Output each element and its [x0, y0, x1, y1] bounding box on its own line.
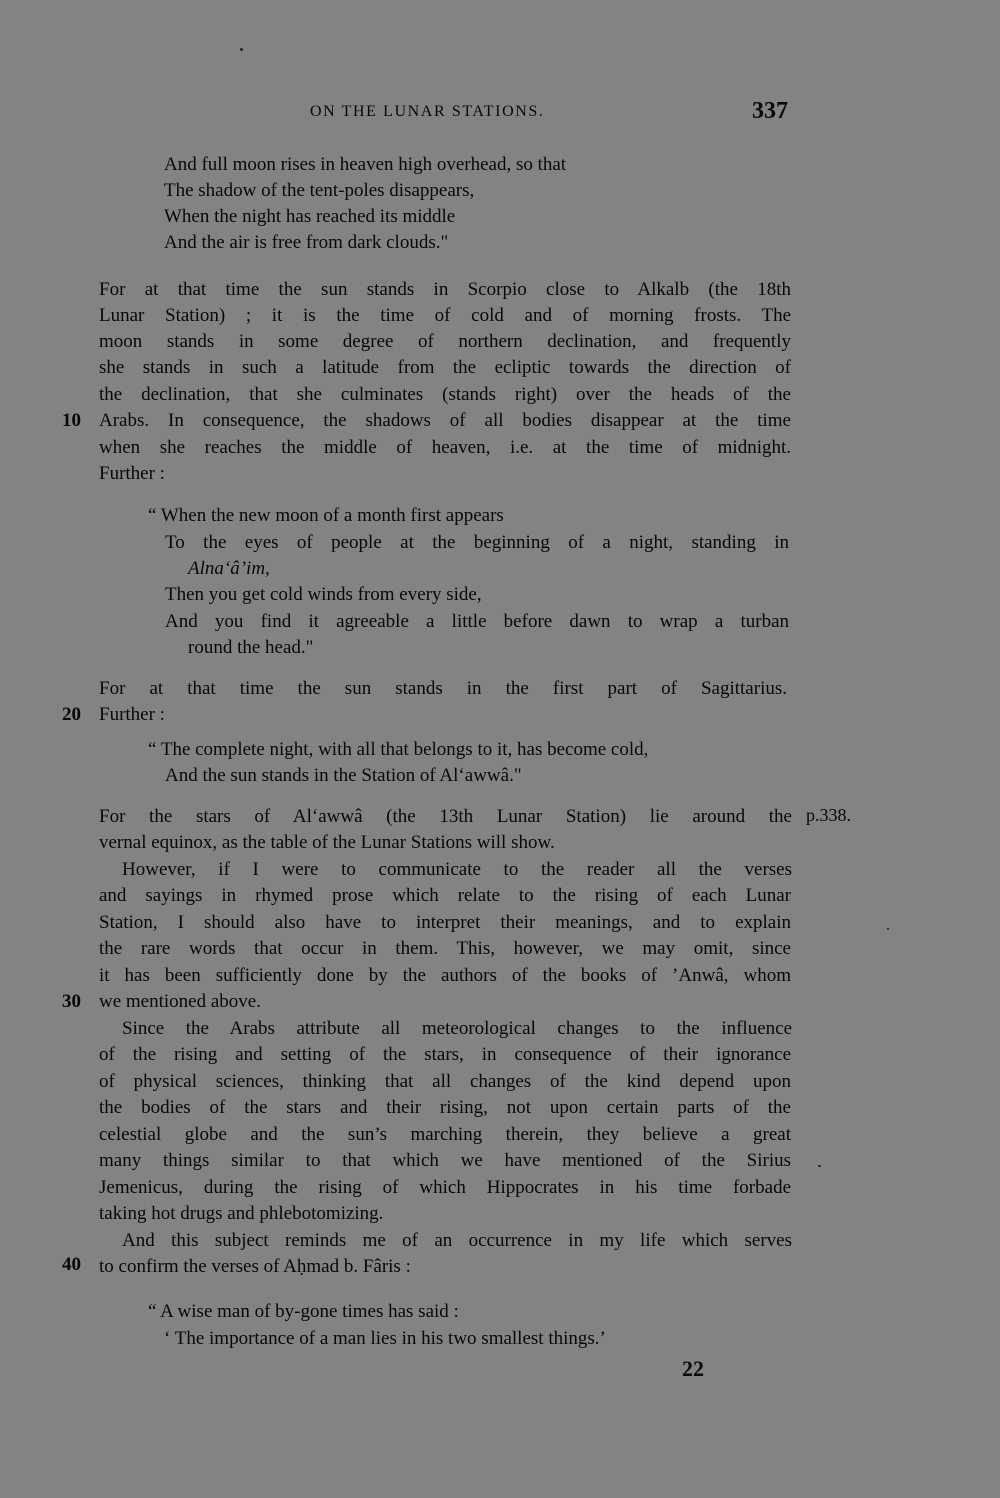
speck — [818, 1165, 821, 1167]
text-line: Since the Arabs attribute all meteorological changes to the influence — [122, 1018, 792, 1039]
text-line: celestial globe and the sun’s marching therein, they believe a great — [99, 1124, 791, 1145]
poem-line: round the head." — [188, 637, 314, 658]
text-line: vernal equinox, as the table of the Lunar Stations will show. — [99, 832, 555, 853]
running-title: ON THE LUNAR STATIONS. — [310, 103, 545, 120]
text-line: For the stars of Al‘awwâ (the 13th Lunar Station) lie around the — [99, 806, 792, 827]
text-line: and sayings in rhymed prose which relate to the rising of each Lunar — [99, 885, 791, 906]
text-line: Lunar Station) ; it is the time of cold and of morning frosts. The — [99, 305, 791, 326]
speck — [240, 48, 243, 51]
text-line: it has been sufficiently done by the authors of the books of ’Anwâ, whom — [99, 965, 791, 986]
poem-line: And full moon rises in heaven high overhead, so that — [164, 154, 567, 175]
poem-line: The shadow of the tent-poles disappears, — [164, 180, 475, 201]
text-line: For at that time the sun stands in Scorpio close to Alkalb (the 18th — [99, 279, 791, 300]
poem-line: “ When the new moon of a month first appears — [148, 505, 504, 526]
speck — [887, 928, 889, 930]
text-line: moon stands in some degree of northern declination, and frequently — [99, 331, 791, 352]
poem-line: And the air is free from dark clouds." — [164, 232, 449, 253]
text-line: we mentioned above. — [99, 991, 261, 1012]
poem-line: “ The complete night, with all that belongs to it, has become cold, — [148, 739, 649, 760]
text-line: Further : — [99, 704, 165, 725]
text-line: However, if I were to communicate to the reader all the verses — [122, 859, 792, 880]
text-line: Arabs. In consequence, the shadows of all bodies disappear at the time — [99, 410, 791, 431]
text-line: she stands in such a latitude from the ecliptic towards the direction of — [99, 357, 791, 378]
text-line: of physical sciences, thinking that all changes of the kind depend upon — [99, 1071, 791, 1092]
poem-line: And you find it agreeable a little before dawn to wrap a turban — [165, 611, 789, 632]
poem-line: ‘ The importance of a man lies in his two smallest things.’ — [164, 1328, 606, 1349]
text-line: of the rising and setting of the stars, in consequence of their ignorance — [99, 1044, 791, 1065]
margin-page-reference: p.338. — [806, 805, 851, 825]
text-line: taking hot drugs and phlebotomizing. — [99, 1203, 384, 1224]
text-line: to confirm the verses of Aḥmad b. Fâris : — [99, 1256, 411, 1277]
text-line: the bodies of the stars and their rising, not upon certain parts of the — [99, 1097, 791, 1118]
poem-line: Then you get cold winds from every side, — [165, 584, 482, 605]
poem-line: Alna‘â’im, — [188, 558, 270, 579]
poem-line: “ A wise man of by-gone times has said : — [148, 1301, 459, 1322]
text-line: the rare words that occur in them. This, however, we may omit, since — [99, 938, 791, 959]
text-line: many things similar to that which we have mentioned of the Sirius — [99, 1150, 791, 1171]
poem-line: To the eyes of people at the beginning of a night, standing in — [165, 532, 789, 553]
line-number: 30 — [62, 991, 81, 1012]
poem-line: And the sun stands in the Station of Al‘awwâ." — [165, 765, 522, 786]
text-line: the declination, that she culminates (stands right) over the heads of the — [99, 384, 791, 405]
text-line: when she reaches the middle of heaven, i.e. at the time of midnight. — [99, 437, 791, 458]
text-line: Jemenicus, during the rising of which Hippocrates in his time forbade — [99, 1177, 791, 1198]
text-line: Station, I should also have to interpret their meanings, and to explain — [99, 912, 791, 933]
text-line: For at that time the sun stands in the first part of Sagittarius. — [99, 678, 787, 699]
line-number: 10 — [62, 410, 81, 431]
signature-mark: 22 — [682, 1356, 704, 1381]
poem-line: When the night has reached its middle — [164, 206, 456, 227]
text-line: Further : — [99, 463, 165, 484]
text-line: And this subject reminds me of an occurrence in my life which serves — [122, 1230, 792, 1251]
line-number: 40 — [62, 1254, 81, 1275]
page-number: 337 — [752, 98, 788, 124]
line-number: 20 — [62, 704, 81, 725]
